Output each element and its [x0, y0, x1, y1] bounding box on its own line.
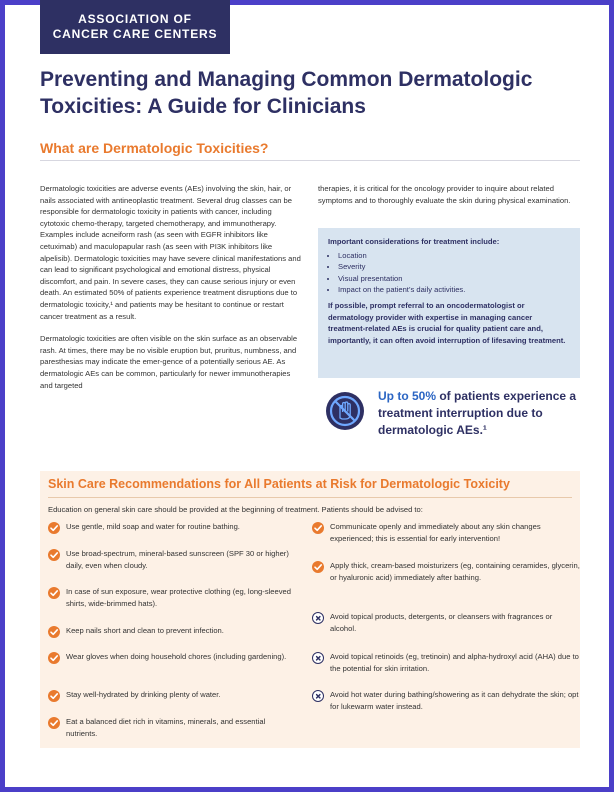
considerations-item: • Severity — [338, 261, 570, 273]
skincare-left-item: In case of sun exposure, wear protective clothing (eg, long-sleeved shirts, wide-brimmed hats). — [66, 587, 291, 608]
check-icon — [48, 717, 60, 729]
skincare-divider — [48, 497, 572, 498]
skincare-heading: Skin Care Recommendations for All Patients at Risk for Dermatologic Toxicity — [48, 477, 510, 491]
skincare-left-item: Eat a balanced diet rich in vitamins, minerals, and essential nutrients. — [66, 717, 266, 738]
org-name-line1: ASSOCIATION OF — [78, 12, 192, 26]
check-icon — [48, 522, 60, 534]
left-column-text — [40, 183, 302, 402]
considerations-item: • Location — [338, 250, 570, 262]
stat-rest: of patients experience a treatment interruption due to dermatologic AEs.¹ — [378, 389, 577, 437]
skincare-left-item: Use broad-spectrum, mineral-based sunscreen (SPF 30 or higher) daily, even when cloudy. — [66, 549, 289, 570]
right-column-text — [318, 183, 580, 217]
stat-callout — [378, 388, 583, 439]
skincare-left-item: Stay well-hydrated by drinking plenty of water. — [66, 690, 221, 699]
hand-no-icon — [326, 392, 364, 430]
org-banner — [40, 0, 230, 54]
org-name-line2: CANCER CARE CENTERS — [52, 27, 218, 41]
skincare-left-item: Keep nails short and clean to prevent infection. — [66, 626, 224, 635]
skincare-right-item: Avoid hot water during bathing/showering as it can dehydrate the skin; opt for lukewarm water instead. — [330, 690, 579, 711]
check-icon — [48, 690, 60, 702]
section-heading-what-are: What are Dermatologic Toxicities? — [40, 140, 269, 156]
considerations-list — [328, 250, 570, 296]
skincare-left-item: Wear gloves when doing household chores (including gardening). — [66, 652, 287, 661]
intro-paragraph-1: Dermatologic toxicities are adverse events (AEs) involving the skin, hair, or nails associated with antineoplastic treatment. Several drug classes can be responsible for dermatologic toxicity in patients with cancer, including cytotoxic chemo-therapy, targeted chemotherapy, and immunotherapy. Examples include acneiform rash (as seen with EGFR inhibitors like cetuximab) and maculopapular rash (as seen with PI3K inhibitors like alpelisib). Dermatologic toxicities may have severe clinical manifestations and can lead to significant psychological and emotional distress, physical discomfort, and pain. In severe cases, they can cause serious injury or even death. An estimated 50% of patients experience treatment disruptions due to dermatologic toxicity,¹ and patients may be hesitant to continue or restart cancer treatment as a result. — [40, 184, 301, 321]
check-icon — [48, 549, 60, 561]
skincare-box — [40, 471, 580, 748]
considerations-item: • Impact on the patient’s daily activities. — [338, 284, 570, 296]
check-icon — [48, 626, 60, 638]
check-icon — [48, 652, 60, 664]
stat-highlight: Up to 50% — [378, 389, 437, 403]
check-icon — [312, 522, 324, 534]
section-divider — [40, 160, 580, 161]
x-circle-icon — [312, 690, 324, 702]
x-circle-icon — [312, 612, 324, 624]
skincare-intro: Education on general skin care should be provided at the beginning of treatment. Patients should be advised to: — [48, 505, 423, 514]
considerations-box — [318, 228, 580, 378]
page-title: Preventing and Managing Common Dermatologic Toxicities: A Guide for Clinicians — [40, 68, 533, 118]
skincare-right-item: Avoid topical products, detergents, or cleansers with fragrances or alcohol. — [330, 612, 553, 633]
check-icon — [312, 561, 324, 573]
check-icon — [48, 587, 60, 599]
referral-note: If possible, prompt referral to an oncodermatologist or dermatology provider with expertise in managing cancer treatment-related AEs is crucial for quality patient care and, importantly, it can often avoid interruption of lifesaving treatment. — [328, 300, 566, 345]
skincare-right-item: Apply thick, cream-based moisturizers (eg, containing ceramides, glycerin, or hyaluronic acid) immediately after bathing. — [330, 561, 580, 582]
skincare-left-item: Use gentle, mild soap and water for routine bathing. — [66, 522, 240, 531]
x-circle-icon — [312, 652, 324, 664]
considerations-heading: Important considerations for treatment include: — [328, 237, 500, 246]
intro-paragraph-3: therapies, it is critical for the oncology provider to inquire about related symptoms and to thoroughly evaluate the skin during physical examination. — [318, 184, 571, 205]
considerations-item: • Visual presentation — [338, 273, 570, 285]
intro-paragraph-2: Dermatologic toxicities are often visible on the skin surface as an observable rash. At times, there may be no visible eruption but, pruritus, numbness, and paresthesias may indicate the emer-gence of a potentially serious AE. As dermatologic AEs can be common, particularly for newer immunotherapies and targeted — [40, 334, 298, 390]
skincare-right-item: Avoid topical retinoids (eg, tretinoin) and alpha-hydroxyl acid (AHA) due to the potential for skin irritation. — [330, 652, 579, 673]
skincare-right-item: Communicate openly and immediately about any skin changes experienced; this is essential for early intervention! — [330, 522, 541, 543]
